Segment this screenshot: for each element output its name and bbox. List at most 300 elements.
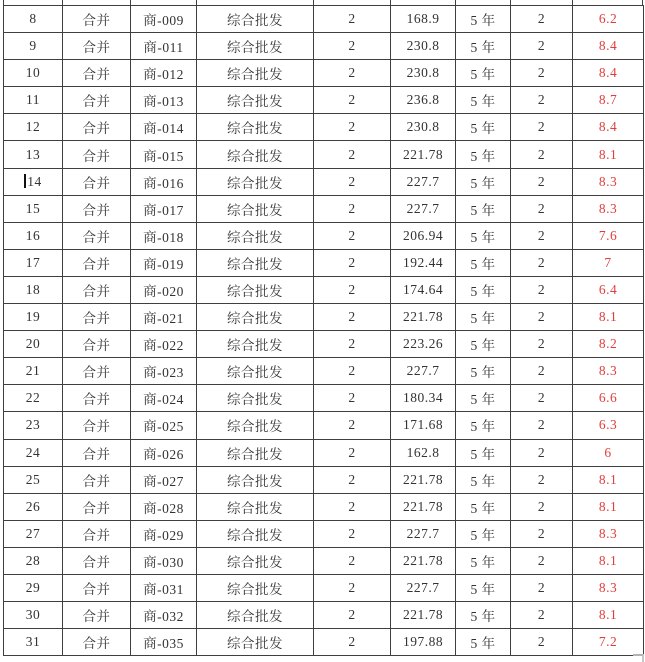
code-text: 商-020 bbox=[143, 283, 184, 299]
cell-count2[interactable] bbox=[511, 520, 573, 547]
term-text: 5 年 bbox=[470, 500, 496, 516]
cell-count2[interactable] bbox=[511, 439, 573, 466]
cell-code[interactable] bbox=[131, 114, 197, 141]
cell-amount[interactable] bbox=[391, 602, 456, 629]
cell-merge[interactable] bbox=[63, 439, 131, 466]
category-text: 综合批发 bbox=[227, 527, 283, 543]
cell-category[interactable] bbox=[197, 195, 314, 222]
cell-row-number[interactable] bbox=[4, 114, 63, 141]
cell-amount[interactable] bbox=[391, 249, 456, 276]
cell-count[interactable] bbox=[314, 547, 391, 574]
cell-category[interactable] bbox=[197, 439, 314, 466]
cell-amount[interactable] bbox=[391, 222, 456, 249]
cell-row-number[interactable] bbox=[4, 466, 63, 493]
cell-rate[interactable] bbox=[573, 195, 644, 222]
cell-amount[interactable] bbox=[391, 195, 456, 222]
cell-category[interactable] bbox=[197, 385, 314, 412]
cell-term[interactable] bbox=[456, 33, 511, 60]
cell-amount[interactable] bbox=[391, 304, 456, 331]
cell-amount[interactable] bbox=[391, 331, 456, 358]
cell-row-number[interactable] bbox=[4, 629, 63, 656]
rate-text: 6.6 bbox=[598, 390, 618, 406]
rate-text: 8.4 bbox=[598, 119, 618, 135]
rate-text: 6.3 bbox=[598, 417, 618, 433]
cell-code[interactable] bbox=[131, 520, 197, 547]
cell-code[interactable] bbox=[131, 6, 197, 33]
cell-term[interactable] bbox=[456, 493, 511, 520]
cell-count2[interactable] bbox=[511, 385, 573, 412]
cell-row-number[interactable] bbox=[4, 439, 63, 466]
cell-rate[interactable] bbox=[573, 439, 644, 466]
cell-merge[interactable] bbox=[63, 629, 131, 656]
row-number-text: 27 bbox=[25, 525, 41, 541]
cell-code[interactable] bbox=[131, 602, 197, 629]
cell-rate[interactable] bbox=[573, 547, 644, 574]
cell-count2[interactable] bbox=[511, 249, 573, 276]
cell-count[interactable] bbox=[314, 466, 391, 493]
cell-code[interactable] bbox=[131, 168, 197, 195]
table-row bbox=[4, 466, 644, 493]
table-row bbox=[4, 6, 644, 33]
cell-category[interactable] bbox=[197, 493, 314, 520]
cell-amount[interactable] bbox=[391, 493, 456, 520]
code-text: 商-028 bbox=[143, 500, 184, 516]
cell-row-number[interactable] bbox=[4, 249, 63, 276]
cell-count2[interactable] bbox=[511, 222, 573, 249]
table-row bbox=[4, 168, 644, 195]
cell-code[interactable] bbox=[131, 412, 197, 439]
cell-merge[interactable] bbox=[63, 304, 131, 331]
code-text: 商-013 bbox=[143, 94, 184, 110]
cell-row-number[interactable] bbox=[4, 195, 63, 222]
cell-code[interactable] bbox=[131, 439, 197, 466]
cell-count[interactable] bbox=[314, 493, 391, 520]
cell-amount[interactable] bbox=[391, 629, 456, 656]
rate-text: 8.1 bbox=[598, 498, 618, 514]
cell-count[interactable] bbox=[314, 629, 391, 656]
cell-code[interactable] bbox=[131, 33, 197, 60]
cell-category[interactable] bbox=[197, 520, 314, 547]
cell-merge[interactable] bbox=[63, 195, 131, 222]
cell-code[interactable] bbox=[131, 141, 197, 168]
adjacent-element-corner-artifact bbox=[633, 654, 644, 662]
row-number-text: 25 bbox=[25, 471, 41, 487]
cell-rate[interactable] bbox=[573, 629, 644, 656]
cell-count[interactable] bbox=[314, 385, 391, 412]
cell-merge[interactable] bbox=[63, 33, 131, 60]
cell-term[interactable] bbox=[456, 60, 511, 87]
cell-count2[interactable] bbox=[511, 114, 573, 141]
cell-term[interactable] bbox=[456, 574, 511, 601]
cell-code[interactable] bbox=[131, 195, 197, 222]
cell-count[interactable] bbox=[314, 168, 391, 195]
count-text: 2 bbox=[348, 390, 356, 406]
cell-count[interactable] bbox=[314, 439, 391, 466]
code-text: 商-025 bbox=[143, 419, 184, 435]
cell-merge[interactable] bbox=[63, 574, 131, 601]
cell-merge[interactable] bbox=[63, 466, 131, 493]
cell-amount[interactable] bbox=[391, 168, 456, 195]
cell-count2[interactable] bbox=[511, 466, 573, 493]
cell-term[interactable] bbox=[456, 195, 511, 222]
cell-category[interactable] bbox=[197, 141, 314, 168]
count2-text: 2 bbox=[537, 607, 546, 623]
cell-count2[interactable] bbox=[511, 168, 573, 195]
count-text: 2 bbox=[348, 363, 356, 379]
cell-count2[interactable] bbox=[511, 33, 573, 60]
table-row bbox=[4, 331, 644, 358]
cell-count[interactable] bbox=[314, 87, 391, 114]
merge-text: 合并 bbox=[82, 256, 111, 272]
merge-text: 合并 bbox=[82, 365, 111, 381]
count-text: 2 bbox=[348, 336, 356, 352]
amount-text: 221.78 bbox=[402, 471, 444, 487]
cell-category[interactable] bbox=[197, 6, 314, 33]
cell-count[interactable] bbox=[314, 331, 391, 358]
cell-term[interactable] bbox=[456, 412, 511, 439]
amount-text: 221.78 bbox=[402, 498, 444, 514]
cell-row-number[interactable] bbox=[4, 60, 63, 87]
cell-amount[interactable] bbox=[391, 547, 456, 574]
code-text: 商-017 bbox=[143, 202, 184, 218]
cell-count[interactable] bbox=[314, 276, 391, 303]
cell-term[interactable] bbox=[456, 439, 511, 466]
cell-row-number[interactable] bbox=[4, 304, 63, 331]
cell-count2[interactable] bbox=[511, 629, 573, 656]
amount-text: 227.7 bbox=[406, 200, 440, 216]
term-text: 5 年 bbox=[470, 527, 496, 543]
cell-row-number[interactable] bbox=[4, 331, 63, 358]
cell-rate[interactable] bbox=[573, 33, 644, 60]
cell-term[interactable] bbox=[456, 385, 511, 412]
category-text: 综合批发 bbox=[227, 256, 283, 272]
rate-text: 6 bbox=[604, 444, 612, 460]
cell-code[interactable] bbox=[131, 358, 197, 385]
count-text: 2 bbox=[348, 281, 356, 297]
cell-count2[interactable] bbox=[511, 412, 573, 439]
cell-rate[interactable] bbox=[573, 520, 644, 547]
cell-row-number[interactable] bbox=[4, 141, 63, 168]
cell-merge[interactable] bbox=[63, 222, 131, 249]
row-number-text: 26 bbox=[25, 498, 41, 514]
merge-text: 合并 bbox=[82, 283, 111, 299]
cell-rate[interactable] bbox=[573, 222, 644, 249]
cell-row-number[interactable] bbox=[4, 222, 63, 249]
cell-row-number[interactable] bbox=[4, 412, 63, 439]
table-row bbox=[4, 574, 644, 601]
cell-count2[interactable] bbox=[511, 547, 573, 574]
cell-code[interactable] bbox=[131, 222, 197, 249]
cell-amount[interactable] bbox=[391, 87, 456, 114]
merge-text: 合并 bbox=[82, 40, 111, 56]
rate-text: 7.2 bbox=[598, 634, 618, 650]
cell-term[interactable] bbox=[456, 520, 511, 547]
cell-count[interactable] bbox=[314, 222, 391, 249]
cell-row-number[interactable] bbox=[4, 276, 63, 303]
cell-code[interactable] bbox=[131, 60, 197, 87]
term-text: 5 年 bbox=[470, 554, 496, 570]
cell-category[interactable] bbox=[197, 304, 314, 331]
cell-merge[interactable] bbox=[63, 87, 131, 114]
table-row bbox=[4, 304, 644, 331]
cell-term[interactable] bbox=[456, 87, 511, 114]
cell-rate[interactable] bbox=[573, 141, 644, 168]
merge-text: 合并 bbox=[82, 148, 111, 164]
merge-text: 合并 bbox=[82, 67, 111, 83]
cell-term[interactable] bbox=[456, 222, 511, 249]
cell-term[interactable] bbox=[456, 304, 511, 331]
cell-count[interactable] bbox=[314, 602, 391, 629]
cell-amount[interactable] bbox=[391, 141, 456, 168]
cell-rate[interactable] bbox=[573, 466, 644, 493]
cell-code[interactable] bbox=[131, 574, 197, 601]
cell-amount[interactable] bbox=[391, 60, 456, 87]
count2-text: 2 bbox=[537, 254, 546, 270]
count-text: 2 bbox=[348, 173, 356, 189]
cell-merge[interactable] bbox=[63, 168, 131, 195]
cell-merge[interactable] bbox=[63, 385, 131, 412]
cell-count2[interactable] bbox=[511, 602, 573, 629]
table-row bbox=[4, 412, 644, 439]
cell-amount[interactable] bbox=[391, 6, 456, 33]
count-text: 2 bbox=[348, 11, 356, 27]
cell-merge[interactable] bbox=[63, 114, 131, 141]
cell-count[interactable] bbox=[314, 141, 391, 168]
merge-text: 合并 bbox=[82, 419, 111, 435]
cell-count[interactable] bbox=[314, 520, 391, 547]
merge-text: 合并 bbox=[82, 582, 111, 598]
cell-code[interactable] bbox=[131, 87, 197, 114]
cell-row-number[interactable] bbox=[4, 574, 63, 601]
cell-rate[interactable] bbox=[573, 304, 644, 331]
cell-count2[interactable] bbox=[511, 141, 573, 168]
category-text: 综合批发 bbox=[227, 40, 283, 56]
cell-amount[interactable] bbox=[391, 114, 456, 141]
cell-term[interactable] bbox=[456, 547, 511, 574]
cell-row-number[interactable] bbox=[4, 547, 63, 574]
cell-merge[interactable] bbox=[63, 60, 131, 87]
cell-code[interactable] bbox=[131, 304, 197, 331]
cell-code[interactable] bbox=[131, 249, 197, 276]
count-text: 2 bbox=[348, 444, 356, 460]
count-text: 2 bbox=[348, 92, 356, 108]
cell-code[interactable] bbox=[131, 385, 197, 412]
cell-category[interactable] bbox=[197, 60, 314, 87]
cell-code[interactable] bbox=[131, 629, 197, 656]
cell-rate[interactable] bbox=[573, 412, 644, 439]
category-text: 综合批发 bbox=[227, 202, 283, 218]
cell-category[interactable] bbox=[197, 33, 314, 60]
cell-merge[interactable] bbox=[63, 276, 131, 303]
rate-text: 8.3 bbox=[598, 173, 618, 189]
cell-amount[interactable] bbox=[391, 466, 456, 493]
cell-merge[interactable] bbox=[63, 412, 131, 439]
cell-count[interactable] bbox=[314, 195, 391, 222]
count-text: 2 bbox=[348, 552, 356, 568]
code-text: 商-009 bbox=[143, 13, 184, 29]
cell-row-number[interactable] bbox=[4, 385, 63, 412]
cell-count[interactable] bbox=[314, 114, 391, 141]
table-row bbox=[4, 222, 644, 249]
cell-category[interactable] bbox=[197, 168, 314, 195]
cell-count2[interactable] bbox=[511, 574, 573, 601]
cell-amount[interactable] bbox=[391, 439, 456, 466]
cell-row-number[interactable] bbox=[4, 87, 63, 114]
count2-text: 2 bbox=[537, 65, 546, 81]
cell-code[interactable] bbox=[131, 276, 197, 303]
cell-merge[interactable] bbox=[63, 249, 131, 276]
cell-count2[interactable] bbox=[511, 276, 573, 303]
cell-category[interactable] bbox=[197, 222, 314, 249]
cell-category[interactable] bbox=[197, 276, 314, 303]
row-number-text: 23 bbox=[25, 417, 41, 433]
count2-text: 2 bbox=[537, 525, 546, 541]
code-text: 商-023 bbox=[143, 365, 184, 381]
merge-text: 合并 bbox=[82, 500, 111, 516]
table-row bbox=[4, 114, 644, 141]
cell-term[interactable] bbox=[456, 249, 511, 276]
cell-count2[interactable] bbox=[511, 195, 573, 222]
cell-category[interactable] bbox=[197, 249, 314, 276]
cell-rate[interactable] bbox=[573, 87, 644, 114]
code-text: 商-021 bbox=[143, 311, 184, 327]
category-text: 综合批发 bbox=[227, 636, 283, 652]
cell-category[interactable] bbox=[197, 602, 314, 629]
cell-row-number[interactable] bbox=[4, 602, 63, 629]
cell-row-number[interactable] bbox=[4, 520, 63, 547]
cell-count[interactable] bbox=[314, 412, 391, 439]
cell-count[interactable] bbox=[314, 60, 391, 87]
count-text: 2 bbox=[348, 417, 356, 433]
cell-rate[interactable] bbox=[573, 385, 644, 412]
table-row bbox=[4, 87, 644, 114]
cell-rate[interactable] bbox=[573, 358, 644, 385]
cell-merge[interactable] bbox=[63, 331, 131, 358]
count-text: 2 bbox=[348, 525, 356, 541]
cell-term[interactable] bbox=[456, 6, 511, 33]
row-number-text: 10 bbox=[25, 65, 41, 81]
cell-amount[interactable] bbox=[391, 33, 456, 60]
cell-merge[interactable] bbox=[63, 6, 131, 33]
cell-term[interactable] bbox=[456, 629, 511, 656]
cell-count2[interactable] bbox=[511, 6, 573, 33]
cell-category[interactable] bbox=[197, 412, 314, 439]
cell-merge[interactable] bbox=[63, 141, 131, 168]
cell-row-number[interactable] bbox=[4, 358, 63, 385]
cell-merge[interactable] bbox=[63, 547, 131, 574]
cell-count[interactable] bbox=[314, 249, 391, 276]
cell-code[interactable] bbox=[131, 331, 197, 358]
cell-merge[interactable] bbox=[63, 358, 131, 385]
cell-amount[interactable] bbox=[391, 574, 456, 601]
cell-code[interactable] bbox=[131, 466, 197, 493]
cell-count2[interactable] bbox=[511, 493, 573, 520]
cell-row-number[interactable] bbox=[4, 33, 63, 60]
table-row bbox=[4, 629, 644, 656]
cell-category[interactable] bbox=[197, 87, 314, 114]
count-text: 2 bbox=[348, 498, 356, 514]
amount-text: 221.78 bbox=[402, 607, 444, 623]
cell-rate[interactable] bbox=[573, 493, 644, 520]
cell-rate[interactable] bbox=[573, 168, 644, 195]
cell-term[interactable] bbox=[456, 466, 511, 493]
cell-category[interactable] bbox=[197, 574, 314, 601]
count2-text: 2 bbox=[537, 200, 546, 216]
cell-category[interactable] bbox=[197, 466, 314, 493]
count2-text: 2 bbox=[537, 498, 546, 514]
cell-merge[interactable] bbox=[63, 520, 131, 547]
cell-amount[interactable] bbox=[391, 276, 456, 303]
cell-amount[interactable] bbox=[391, 412, 456, 439]
count-text: 2 bbox=[348, 200, 356, 216]
count2-text: 2 bbox=[537, 552, 546, 568]
cell-count[interactable] bbox=[314, 574, 391, 601]
count-text: 2 bbox=[348, 580, 356, 596]
cell-rate[interactable] bbox=[573, 249, 644, 276]
cell-merge[interactable] bbox=[63, 602, 131, 629]
cell-rate[interactable] bbox=[573, 6, 644, 33]
cell-amount[interactable] bbox=[391, 385, 456, 412]
cell-row-number[interactable] bbox=[4, 493, 63, 520]
cell-count2[interactable] bbox=[511, 60, 573, 87]
cell-category[interactable] bbox=[197, 547, 314, 574]
row-number-text: 16 bbox=[25, 227, 41, 243]
cell-rate[interactable] bbox=[573, 60, 644, 87]
cell-term[interactable] bbox=[456, 331, 511, 358]
row-number-text: 17 bbox=[25, 254, 41, 270]
cell-term[interactable] bbox=[456, 141, 511, 168]
cell-rate[interactable] bbox=[573, 574, 644, 601]
cell-count2[interactable] bbox=[511, 358, 573, 385]
cell-count[interactable] bbox=[314, 304, 391, 331]
rate-text: 6.4 bbox=[598, 281, 618, 297]
cell-rate[interactable] bbox=[573, 331, 644, 358]
cell-row-number[interactable] bbox=[4, 168, 63, 195]
cell-count[interactable] bbox=[314, 33, 391, 60]
cell-rate[interactable] bbox=[573, 114, 644, 141]
cell-count[interactable] bbox=[314, 6, 391, 33]
cell-amount[interactable] bbox=[391, 358, 456, 385]
cell-row-number[interactable] bbox=[4, 6, 63, 33]
count2-text: 2 bbox=[537, 146, 546, 162]
cell-term[interactable] bbox=[456, 276, 511, 303]
count-text: 2 bbox=[348, 607, 356, 623]
cell-count2[interactable] bbox=[511, 87, 573, 114]
cell-amount[interactable] bbox=[391, 520, 456, 547]
cell-rate[interactable] bbox=[573, 602, 644, 629]
cell-count2[interactable] bbox=[511, 331, 573, 358]
cell-count[interactable] bbox=[314, 358, 391, 385]
cell-term[interactable] bbox=[456, 358, 511, 385]
cell-category[interactable] bbox=[197, 331, 314, 358]
cell-code[interactable] bbox=[131, 493, 197, 520]
cell-term[interactable] bbox=[456, 114, 511, 141]
cell-category[interactable] bbox=[197, 114, 314, 141]
row-number-text: 18 bbox=[25, 281, 41, 297]
count2-text: 2 bbox=[537, 336, 546, 352]
cell-category[interactable] bbox=[197, 358, 314, 385]
cell-category[interactable] bbox=[197, 629, 314, 656]
code-text: 商-018 bbox=[143, 229, 184, 245]
amount-text: 221.78 bbox=[402, 552, 444, 568]
cell-term[interactable] bbox=[456, 168, 511, 195]
cell-rate[interactable] bbox=[573, 276, 644, 303]
cell-code[interactable] bbox=[131, 547, 197, 574]
cell-count2[interactable] bbox=[511, 304, 573, 331]
cell-term[interactable] bbox=[456, 602, 511, 629]
cell-merge[interactable] bbox=[63, 493, 131, 520]
table-row bbox=[4, 141, 644, 168]
